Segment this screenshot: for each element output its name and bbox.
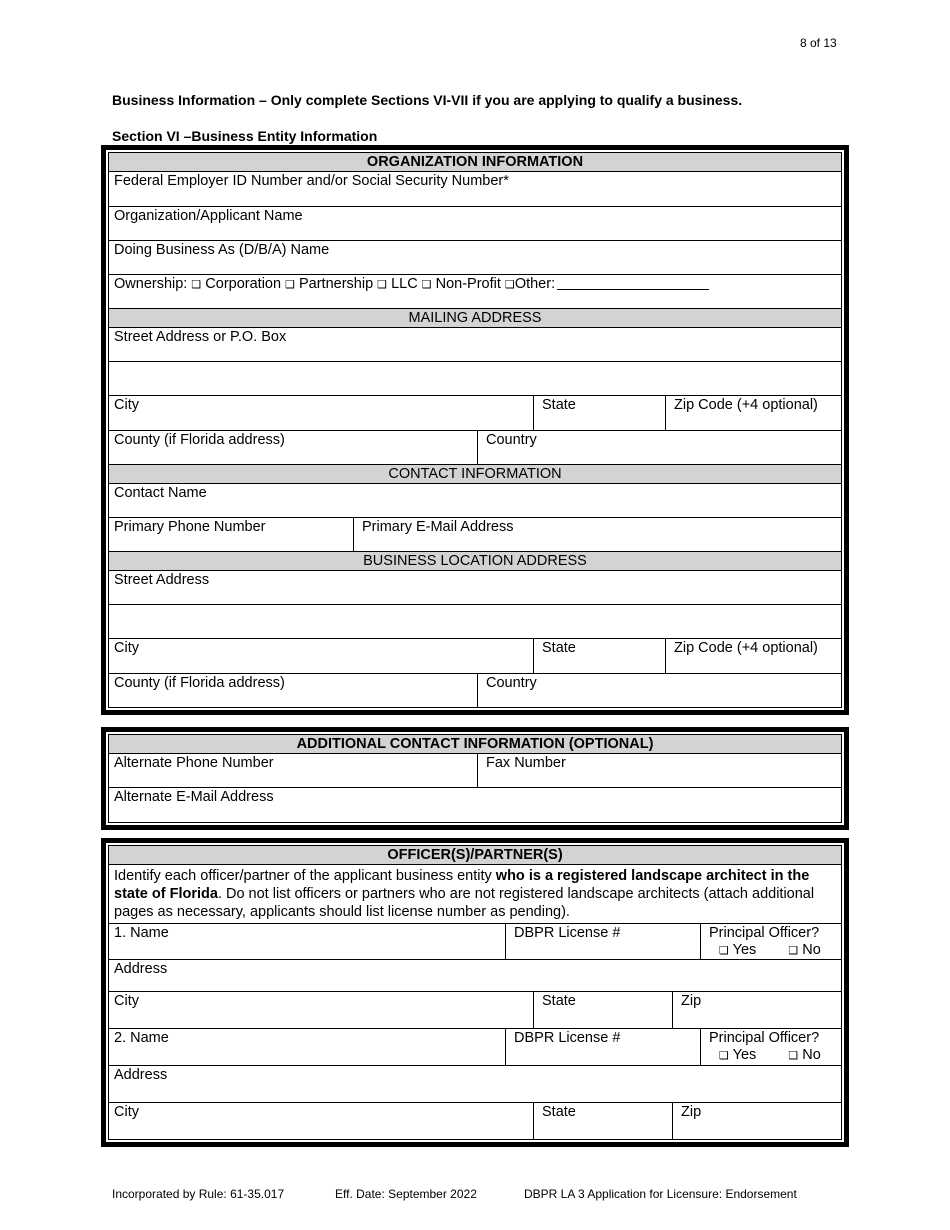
additional-header: ADDITIONAL CONTACT INFORMATION (OPTIONAL)	[109, 735, 842, 754]
officer-2-state-field[interactable]: State	[534, 1103, 673, 1139]
officer-1-principal: Principal Officer? ❑ Yes ❑ No	[701, 924, 842, 959]
location-city-field[interactable]: City	[109, 639, 534, 673]
officer-2-principal: Principal Officer? ❑ Yes ❑ No	[701, 1029, 842, 1065]
footer-eff-date: Eff. Date: September 2022	[335, 1187, 477, 1201]
officer-1-no-checkbox[interactable]: ❑	[788, 944, 799, 957]
officer-2-yes-checkbox[interactable]: ❑	[719, 1049, 729, 1062]
mailing-street-line-2[interactable]	[109, 362, 842, 396]
mailing-street-field[interactable]: Street Address or P.O. Box	[109, 328, 842, 362]
officer-2-license-field[interactable]: DBPR License #	[506, 1029, 701, 1065]
officer-1-name-field[interactable]: 1. Name	[109, 924, 506, 959]
contact-name-field[interactable]: Contact Name	[109, 484, 842, 518]
mailing-country-field[interactable]: Country	[478, 431, 842, 464]
officer-2-no-checkbox[interactable]: ❑	[788, 1049, 799, 1062]
business-info-heading: Business Information – Only complete Sections VI-VII if you are applying to qualify a business.	[112, 92, 743, 108]
officer-1-license-field[interactable]: DBPR License #	[506, 924, 701, 959]
officer-2-city-field[interactable]: City	[109, 1103, 534, 1139]
llc-checkbox[interactable]: ❑	[377, 278, 388, 291]
nonprofit-label: Non-Profit	[435, 276, 501, 292]
location-street-line-2[interactable]	[109, 605, 842, 639]
partnership-checkbox[interactable]: ❑	[285, 278, 295, 291]
officers-instructions: Identify each officer/partner of the applicant business entity who is a registered landscape architect in the state of Florida. Do not list officers or partners who are not registered landscape architects (attach additional pages as necessary, applicants should list license number as pending).	[109, 865, 842, 924]
officer-2-name-field[interactable]: 2. Name	[109, 1029, 506, 1065]
llc-label: LLC	[391, 276, 418, 292]
org-header: ORGANIZATION INFORMATION	[109, 153, 842, 172]
location-state-field[interactable]: State	[534, 639, 666, 673]
mailing-zip-field[interactable]: Zip Code (+4 optional)	[666, 396, 842, 430]
officers-header: OFFICER(S)/PARTNER(S)	[109, 846, 842, 865]
fax-field[interactable]: Fax Number	[478, 754, 842, 787]
corporation-checkbox[interactable]: ❑	[191, 278, 202, 291]
alternate-email-field[interactable]: Alternate E-Mail Address	[109, 788, 842, 823]
location-street-field[interactable]: Street Address	[109, 571, 842, 605]
location-zip-field[interactable]: Zip Code (+4 optional)	[666, 639, 842, 673]
mailing-state-field[interactable]: State	[534, 396, 666, 430]
ownership-label: Ownership:	[114, 276, 188, 292]
footer-rule: Incorporated by Rule: 61-35.017	[112, 1187, 285, 1201]
alternate-phone-field[interactable]: Alternate Phone Number	[109, 754, 478, 787]
contact-header: CONTACT INFORMATION	[109, 465, 842, 484]
mailing-header: MAILING ADDRESS	[109, 309, 842, 328]
officer-1-address-field[interactable]: Address	[109, 960, 842, 992]
business-entity-frame	[101, 145, 849, 715]
partnership-label: Partnership	[298, 276, 374, 292]
other-input-line[interactable]	[557, 276, 709, 290]
mailing-county-field[interactable]: County (if Florida address)	[109, 431, 478, 464]
officer-2-zip-field[interactable]: Zip	[673, 1103, 842, 1139]
ownership-row	[109, 275, 842, 309]
corporation-label: Corporation	[205, 276, 282, 292]
other-label: Other:	[514, 276, 556, 292]
officer-1-zip-field[interactable]: Zip	[673, 992, 842, 1028]
mailing-city-field[interactable]: City	[109, 396, 534, 430]
org-name-field[interactable]: Organization/Applicant Name	[109, 207, 842, 241]
dba-field[interactable]: Doing Business As (D/B/A) Name	[109, 241, 842, 275]
section-title: Section VI –Business Entity Information	[112, 128, 378, 144]
officer-1-yes-checkbox[interactable]: ❑	[719, 944, 729, 957]
footer-form-name: DBPR LA 3 Application for Licensure: Endorsement	[524, 1187, 797, 1201]
nonprofit-checkbox[interactable]: ❑	[421, 278, 432, 291]
primary-phone-field[interactable]: Primary Phone Number	[109, 518, 354, 551]
location-country-field[interactable]: Country	[478, 674, 842, 707]
location-county-field[interactable]: County (if Florida address)	[109, 674, 478, 707]
officer-1-state-field[interactable]: State	[534, 992, 673, 1028]
page-number: 8 of 13	[800, 36, 837, 50]
officer-2-address-field[interactable]: Address	[109, 1066, 842, 1103]
other-checkbox[interactable]: ❑	[504, 278, 515, 291]
fein-field[interactable]: Federal Employer ID Number and/or Social Security Number*	[109, 172, 842, 207]
location-header: BUSINESS LOCATION ADDRESS	[109, 552, 842, 571]
officers-frame	[101, 838, 849, 1147]
primary-email-field[interactable]: Primary E-Mail Address	[354, 518, 842, 551]
additional-contact-frame	[101, 727, 849, 830]
officer-1-city-field[interactable]: City	[109, 992, 534, 1028]
